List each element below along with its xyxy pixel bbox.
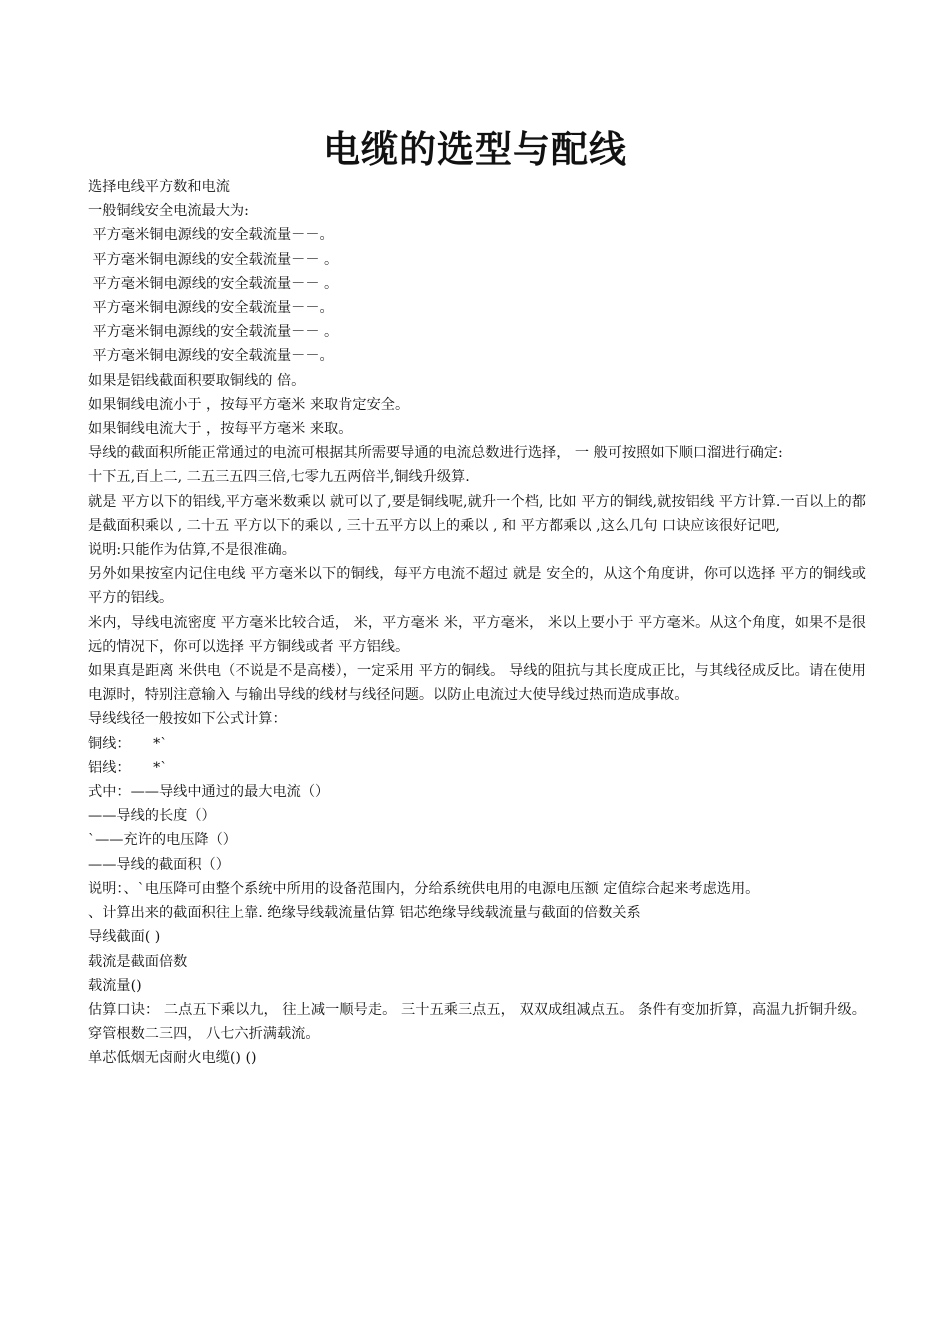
paragraph: 估算口诀： 二点五下乘以九， 往上减一顺号走。 三十五乘三点五， 双双成组减点五。 条件有变加折算，高温九折铜升级。 穿管根数二三四， 八七六折满载流。 [88,1001,866,1043]
paragraph: 平方毫米铜电源线的安全载流量－－ 。 [88,324,339,341]
paragraph: 载流是截面倍数 [88,953,188,970]
paragraph: 说明：、`电压降可由整个系统中所用的设备范围内，分给系统供电用的电源电压额 定值综合起来考虑选用。 [88,880,760,897]
paragraph: 平方毫米铜电源线的安全载流量－－。 [88,227,334,244]
paragraph: 米内，导线电流密度 平方毫米比较合适， 米，平方毫米 米，平方毫米， 米以上要小于 平方毫米。从这个角度，如果不是很 远的情况下，你可以选择 平方铜线或者 平方铝线。 [88,614,866,655]
paragraph: 平方毫米铜电源线的安全载流量－－ 。 [88,275,339,292]
paragraph: 平方毫米铜电源线的安全载流量－－。 [88,300,334,317]
paragraph: `——充许的电压降（） [88,832,237,849]
formula-line: 铜线： *` [88,735,168,752]
paragraph: 说明:只能作为估算,不是很准确。 [88,542,296,559]
paragraph: 、计算出来的截面积往上靠. 绝缘导线载流量估算 铝芯绝缘导线载流量与截面的倍数关系 [88,905,641,922]
paragraph: 平方毫米铜电源线的安全载流量－－ 。 [88,251,339,268]
paragraph: 单芯低烟无卤耐火电缆() () [88,1050,257,1067]
paragraph: 平方毫米铜电源线的安全载流量－－。 [88,348,334,365]
page-title: 电缆的选型与配线 [323,128,627,171]
paragraph: 导线截面( ) [88,929,161,946]
paragraph: ——导线的截面积（） [88,856,230,873]
paragraph: 式中：——导线中通过的最大电流（） [88,784,330,801]
document-body [88,175,866,1071]
paragraph: 如果真是距离 米供电（不说是不是高楼），一定采用 平方的铜线。 导线的阻抗与其长度成正比，与其线径成反比。请在使用电源时，特别注意输入 与输出导线的线材与线径问题。以防止电流过大使导线过热而造成事故。 [88,663,866,704]
paragraph: 载流量() [88,977,142,994]
paragraph: 如果铜线电流小于 ，按每平方毫米 来取肯定安全。 [88,396,410,413]
paragraph: 选择电线平方数和电流 [88,179,230,195]
formula-line: 铝线： *` [88,759,168,776]
paragraph: 如果铜线电流大于 ，按每平方毫米 来取。 [88,421,353,438]
paragraph: 就是 平方以下的铝线,平方毫米数乘以 就可以了,要是铜线呢,就升一个档, 比如 平方的铜线,就按铝线 平方计算.一百以上的都是截面积乘以 , 二十五 平方以下的乘以 , 三十五平方以上的乘以 , 和 平方都乘以 ,这么几句 口诀应该很好记吧, [88,493,866,534]
paragraph: 一般铜线安全电流最大为: [88,203,249,220]
paragraph: 导线的截面积所能正常通过的电流可根据其所需要导通的电流总数进行选择， 一 般可按照如下顺口溜进行确定: [88,445,783,462]
paragraph: 如果是铝线截面积要取铜线的 倍。 [88,372,306,389]
paragraph: 十下五,百上二, 二五三五四三倍,七零九五两倍半,铜线升级算. [88,469,470,486]
paragraph: 另外如果按室内记住电线 平方毫米以下的铜线，每平方电流不超过 就是 安全的，从这个角度讲，你可以选择 平方的铜线或 平方的铝线。 [88,566,866,607]
paragraph: 导线线径一般按如下公式计算： [88,711,287,728]
paragraph: ——导线的长度（） [88,808,216,825]
